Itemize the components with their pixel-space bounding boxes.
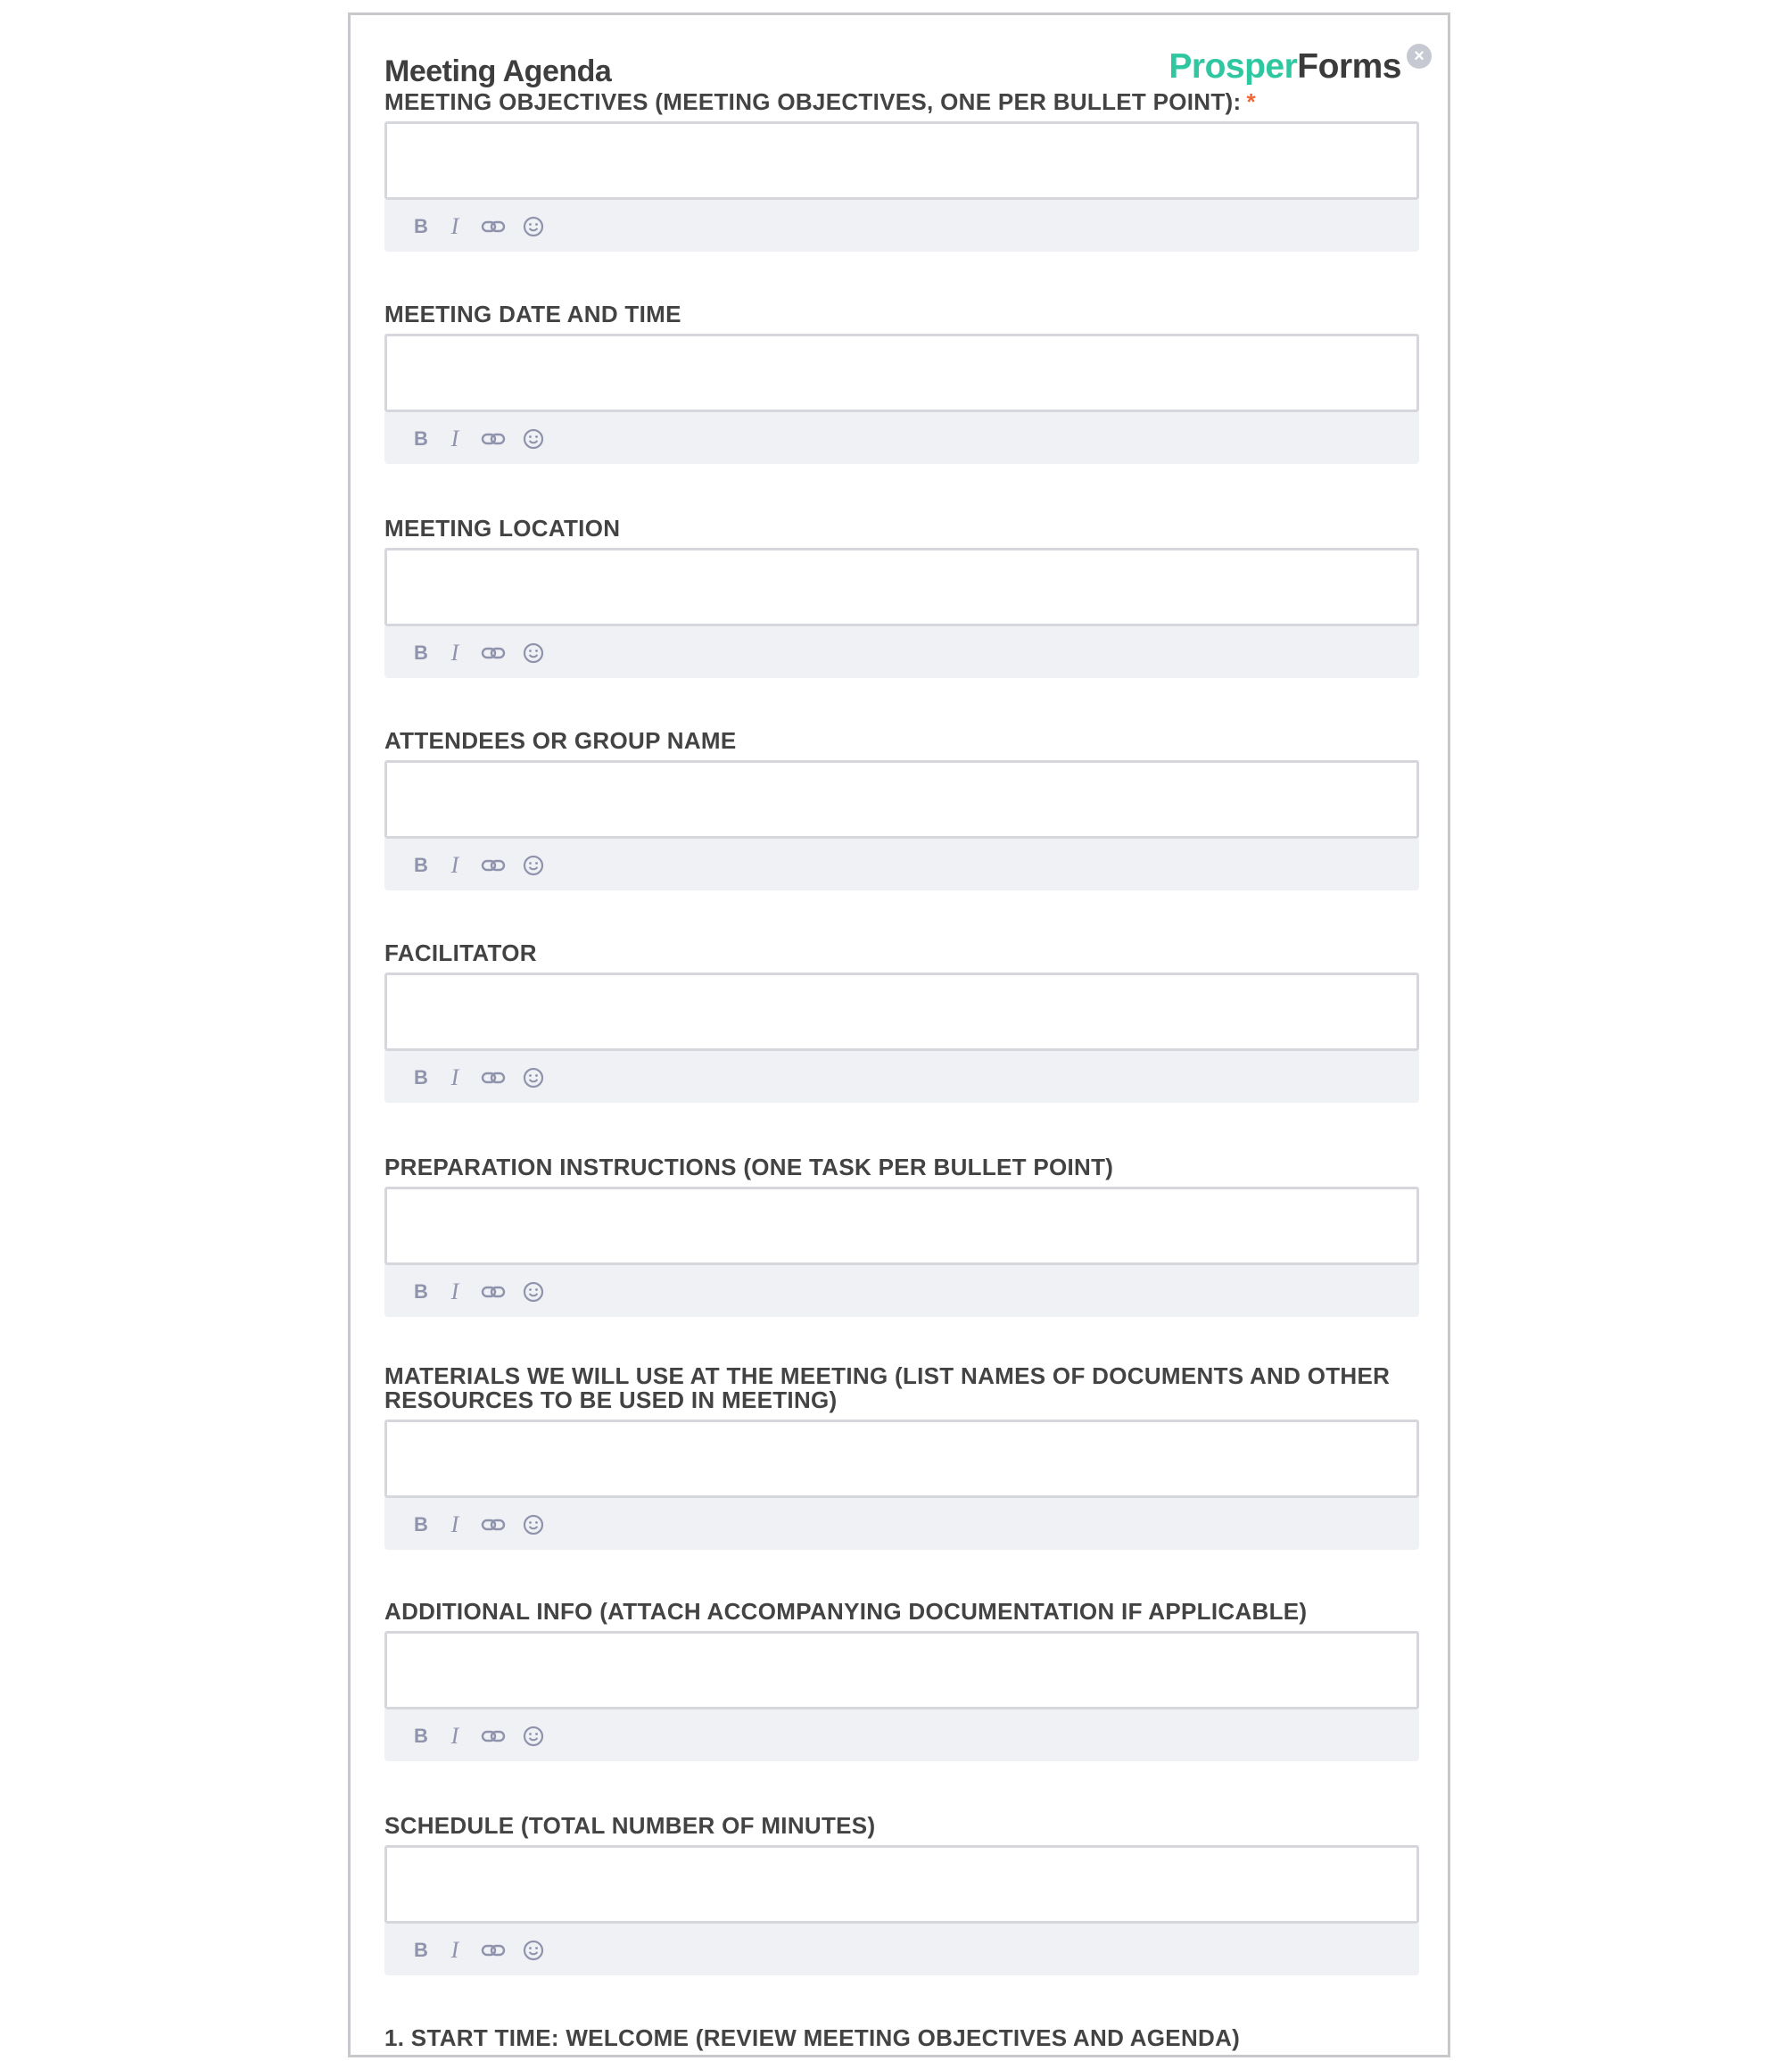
italic-button[interactable]: I [450, 1064, 459, 1090]
rich-text-editor [384, 121, 1419, 252]
rich-text-editor [384, 1631, 1419, 1761]
text-input[interactable] [384, 1845, 1419, 1924]
field-meeting-date-time [384, 302, 1419, 464]
rich-text-editor [384, 1420, 1419, 1550]
italic-button[interactable]: I [450, 426, 459, 451]
editor-toolbar [384, 412, 1419, 464]
bold-button[interactable]: B [414, 1280, 428, 1303]
emoji-icon[interactable] [522, 1066, 545, 1089]
field-label: PREPARATION INSTRUCTIONS (ONE TASK PER BULLET POINT) [384, 1154, 1114, 1180]
bold-button[interactable]: B [414, 1939, 428, 1961]
rich-text-editor [384, 1187, 1419, 1317]
close-icon[interactable]: × [1407, 44, 1432, 69]
brand-part-forms: Forms [1297, 47, 1401, 86]
editor-toolbar [384, 626, 1419, 678]
italic-button[interactable]: I [450, 640, 459, 666]
field-label: FACILITATOR [384, 939, 537, 966]
bold-button[interactable]: B [414, 854, 428, 876]
link-icon[interactable] [481, 215, 504, 238]
field-additional-info [384, 1600, 1419, 1761]
link-icon[interactable] [481, 1066, 504, 1089]
form-title: Meeting Agenda [384, 54, 612, 88]
field-label: 1. START TIME: WELCOME (REVIEW MEETING OBJECTIVES AND AGENDA) [384, 2024, 1241, 2051]
field-start-time-welcome [384, 2026, 1419, 2057]
field-label: ATTENDEES OR GROUP NAME [384, 727, 737, 754]
text-input[interactable] [384, 760, 1419, 839]
link-icon[interactable] [481, 854, 504, 877]
form-header [384, 42, 1425, 92]
field-label: MEETING DATE AND TIME [384, 301, 681, 327]
text-input[interactable] [384, 973, 1419, 1051]
bold-button[interactable]: B [414, 215, 428, 237]
text-input[interactable] [384, 1631, 1419, 1709]
link-icon[interactable] [481, 427, 504, 451]
field-meeting-location [384, 517, 1419, 678]
required-marker: * [1246, 88, 1256, 115]
editor-toolbar [384, 1051, 1419, 1103]
emoji-icon[interactable] [522, 1939, 545, 1962]
editor-toolbar [384, 839, 1419, 890]
italic-button[interactable]: I [450, 213, 459, 239]
italic-button[interactable]: I [450, 1279, 459, 1304]
link-icon[interactable] [481, 1939, 504, 1962]
text-input[interactable] [384, 1420, 1419, 1498]
link-icon[interactable] [481, 641, 504, 665]
emoji-icon[interactable] [522, 1725, 545, 1748]
rich-text-editor [384, 334, 1419, 464]
field-facilitator [384, 941, 1419, 1103]
editor-toolbar [384, 1709, 1419, 1761]
link-icon[interactable] [481, 1513, 504, 1536]
rich-text-editor [384, 760, 1419, 890]
link-icon[interactable] [481, 1280, 504, 1304]
field-label: MEETING OBJECTIVES (MEETING OBJECTIVES, ONE PER BULLET POINT): [384, 88, 1242, 115]
editor-toolbar [384, 1498, 1419, 1550]
emoji-icon[interactable] [522, 427, 545, 451]
emoji-icon[interactable] [522, 1280, 545, 1304]
bold-button[interactable]: B [414, 1513, 428, 1535]
brand-part-prosper: Prosper [1169, 47, 1298, 86]
rich-text-editor [384, 973, 1419, 1103]
editor-toolbar [384, 200, 1419, 252]
italic-button[interactable]: I [450, 1511, 459, 1537]
emoji-icon[interactable] [522, 641, 545, 665]
field-label: SCHEDULE (TOTAL NUMBER OF MINUTES) [384, 1812, 876, 1839]
link-icon[interactable] [481, 1725, 504, 1748]
field-schedule [384, 1814, 1419, 1975]
emoji-icon[interactable] [522, 854, 545, 877]
field-attendees [384, 729, 1419, 890]
form-card [348, 12, 1450, 2057]
text-input[interactable] [384, 548, 1419, 626]
emoji-icon[interactable] [522, 1513, 545, 1536]
editor-toolbar [384, 1265, 1419, 1317]
bold-button[interactable]: B [414, 1066, 428, 1088]
text-input[interactable] [384, 1187, 1419, 1265]
italic-button[interactable]: I [450, 1937, 459, 1963]
bold-button[interactable]: B [414, 641, 428, 664]
italic-button[interactable]: I [450, 1723, 459, 1749]
italic-button[interactable]: I [450, 852, 459, 878]
rich-text-editor [384, 548, 1419, 678]
field-label: MATERIALS WE WILL USE AT THE MEETING (LIST NAMES OF DOCUMENTS AND OTHER RESOURCES TO BE USED IN MEETING) [384, 1362, 1391, 1413]
field-label: MEETING LOCATION [384, 515, 621, 542]
editor-toolbar [384, 1924, 1419, 1975]
emoji-icon[interactable] [522, 215, 545, 238]
field-materials [384, 1364, 1419, 1550]
bold-button[interactable]: B [414, 1725, 428, 1747]
field-meeting-objectives [384, 90, 1419, 252]
text-input[interactable] [384, 334, 1419, 412]
field-label: ADDITIONAL INFO (ATTACH ACCOMPANYING DOCUMENTATION IF APPLICABLE) [384, 1598, 1308, 1625]
text-input[interactable] [384, 121, 1419, 200]
bold-button[interactable]: B [414, 427, 428, 450]
rich-text-editor [384, 1845, 1419, 1975]
brand-logo [1169, 47, 1401, 87]
field-preparation-instructions [384, 1155, 1419, 1317]
